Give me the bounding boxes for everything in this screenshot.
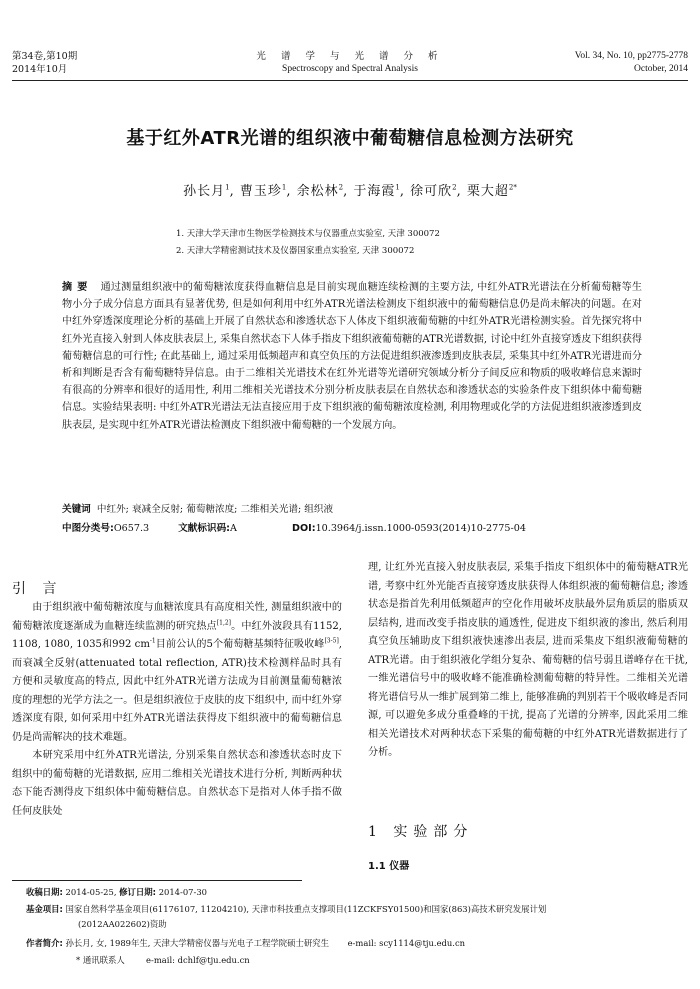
abstract-text: 通过测量组织液中的葡萄糖浓度获得血糖信息是目前实现血糖连续检测的主要方法, 中红外ATR光谱法在分析葡萄糖等生物小分子成分信息方面具有显著优势, 但是如何利用中红外ATR光谱法检测皮下组织液中的葡萄糖信息仍是尚未解决的问题。在对中红外穿透深度理论分析的基础上开展了自然状态和渗透状态下人体皮下组织液葡萄糖的中红外ATR光谱检测实验。首先探究将中红外光直接入射到人体皮肤表层上, 采集自然状态下人体手指皮下组织液葡萄糖的ATR光谱数据, 讨论中红外直接穿透皮下组织获得葡萄糖信息的可行性; 在此基础上, 通过采用低频超声和真空负压的方法促进组织液渗透到皮肤表层, 采集其中红外ATR光谱进而分析和判断是否含有葡萄糖特异信息。由于二维相关光谱技术在红外光谱等光谱研究领域分析分子间反应和物质的吸收峰信息来源时有很高的分辨率和很好的适用性, 利用二维相关光谱技术分别分析皮肤表层在自然状态和渗透状态的实验条件皮下组织体中葡萄糖信息。实验结果表明: 中红外ATR光谱法无法直接应用于皮下组织液的葡萄糖浓度检测, 利用物理或化学的方法促进组织液渗透到皮肤表层, 是实现中红外ATR光谱法检测皮下组织液中葡萄糖的一个发展方向。 bbox=[62, 282, 643, 431]
funding-label: 基金项目: bbox=[26, 904, 63, 914]
citation: [1,2] bbox=[216, 619, 232, 627]
footnote-author bbox=[26, 936, 696, 951]
running-header bbox=[12, 50, 688, 78]
revised-date: 2014-07-30 bbox=[158, 887, 207, 897]
date-cn: 2014年10月 bbox=[12, 64, 68, 75]
affiliation-1: 1. 天津大学天津市生物医学检测技术与仪器重点实验室, 天津 300072 bbox=[176, 229, 440, 239]
author-name: 于海霞 bbox=[353, 184, 396, 199]
author-email: e-mail: scy1114@tju.edu.cn bbox=[347, 938, 466, 948]
date-en: October, 2014 bbox=[634, 64, 688, 74]
abstract-label: 摘要 bbox=[62, 282, 93, 293]
corresponding-email: e-mail: dchlf@tju.edu.cn bbox=[146, 955, 250, 965]
footnote-rule bbox=[12, 880, 302, 881]
keywords bbox=[62, 503, 662, 517]
section-heading-experimental: 1 实验部分 bbox=[368, 824, 474, 840]
text-run: 。中红外波段具有1152, 1108, 1080, 1035和992 cm bbox=[12, 620, 342, 650]
header-right bbox=[575, 50, 688, 76]
author-name: 孙长月 bbox=[183, 184, 226, 199]
revised-label: 修订日期: bbox=[119, 887, 157, 897]
author-affiliation-mark: 2 bbox=[452, 183, 457, 192]
received-date: 2014-05-25, bbox=[65, 887, 117, 897]
journal-name-cn: 光 谱 学 与 光 谱 分 析 bbox=[256, 51, 444, 62]
author-affiliation-mark: 1 bbox=[281, 183, 287, 192]
keywords-label: 关键词 bbox=[62, 504, 91, 515]
funding-line-1: 国家自然科学基金项目(61176107, 11204210), 天津市科技重点支撑项目(11ZCKFSY01500)和国家(863)高技术研究发展计划 bbox=[65, 904, 547, 914]
clc-label: 中图分类号: bbox=[62, 523, 114, 534]
received-label: 收稿日期: bbox=[26, 887, 63, 897]
author-name: 栗大超 bbox=[466, 184, 509, 199]
unit-exponent: -1 bbox=[149, 637, 156, 645]
intro-paragraph-2-continued: 理, 让红外光直接入射皮肤表层, 采集手指皮下组织体中的葡萄糖ATR光谱, 考察中红外光能否直接穿透皮肤获得人体组织液的葡萄糖信息; 渗透状态是指首先利用低频超声的空化作用破坏皮肤最外层角质层的脂质双层结构, 进而改变手指皮肤的通透性, 促进皮下组织液的渗出, 然后利用真空负压辅助皮下组织液快速渗出表层, 进而采集皮下组织液葡萄糖的ATR光谱。由于组织液化学组分复杂、葡萄糖的信号弱且谱峰存在干扰, 一维光谱信号中的吸收峰不能准确检测葡萄糖的特异性。二维相关光谱将光谱信号从一维扩展到第二维上, 能够准确的判别若干个吸收峰是否同源, 可以避免多成分重叠峰的干扰, 提高了光谱的分辨率, 因此采用二维相关光谱技术对两种状态下采集的葡萄糖的中红外ATR光谱数据进行了分析。 bbox=[368, 562, 688, 758]
footnote-corresponding bbox=[76, 953, 700, 968]
text-run: 由于组织液中葡萄糖浓度与血糖浓度具有高度相关性, 测量组织液中的葡萄糖浓度逐渐成为血糖连续监测的研究热点 bbox=[12, 602, 342, 632]
clc-value: O657.3 bbox=[113, 523, 150, 534]
affiliation-2: 2. 天津大学精密测试技术及仪器国家重点实验室, 天津 300072 bbox=[176, 246, 415, 256]
citation: [3-5] bbox=[324, 637, 339, 645]
author-name: 曹玉珍 bbox=[239, 184, 282, 199]
abstract bbox=[62, 279, 642, 434]
doi-value: 10.3964/j.issn.1000-0593(2014)10-2775-04 bbox=[315, 523, 526, 534]
author-affiliation-mark: 2 bbox=[338, 183, 344, 192]
author-name: 余松林 bbox=[296, 184, 339, 199]
right-column bbox=[368, 559, 688, 763]
left-column bbox=[12, 599, 342, 821]
doc-code-label: 文献标识码: bbox=[178, 523, 231, 534]
author-affiliation-mark: 1 bbox=[225, 183, 230, 192]
author-info-label: 作者简介: bbox=[26, 938, 63, 948]
subsection-heading-instruments: 1.1 仪器 bbox=[368, 861, 410, 872]
footnote-dates bbox=[26, 885, 696, 900]
text-run: 目前公认的5个葡萄糖基频特征吸收峰 bbox=[155, 639, 325, 650]
text-run: , 而衰减全反射(attenuated total reflection, ATR)技术检测样品时具有方便和灵敏度高的特点, 因此中红外ATR光谱方法成为目前测量葡萄糖浓度的理想的光学方法之一。但是组织液位于皮肤的皮下组织中, 而中红外穿透深度有限, 如何采用中红外ATR光谱法获得皮下组织液中的葡萄糖信息仍是尚需解决的技术难题。 bbox=[12, 639, 342, 743]
journal-name-en: Spectroscopy and Spectral Analysis bbox=[282, 64, 418, 74]
corresponding-author-label: * 通讯联系人 bbox=[76, 955, 125, 965]
intro-paragraph-1 bbox=[12, 599, 342, 747]
author-affiliation-mark: 1 bbox=[395, 183, 400, 192]
affiliations bbox=[176, 226, 440, 260]
volume-issue-en: Vol. 34, No. 10, pp2775-2778 bbox=[574, 51, 688, 61]
author-name: 徐可欣 bbox=[410, 184, 453, 199]
author-list: 孙长月$^1$, 曹玉珍$^1$, 余松林$^2$, 于海霞$^1$, 徐可欣$^2$, 栗大超$^{2*}$ bbox=[183, 183, 517, 199]
author-info: 孙长月, 女, 1989年生, 天津大学精密仪器与光电子工程学院硕士研究生 bbox=[65, 938, 329, 948]
paper-title: 基于红外ATR光谱的组织液中葡萄糖信息检测方法研究 bbox=[126, 128, 574, 149]
doi-label: DOI: bbox=[292, 523, 316, 534]
author-affiliation-mark: 2* bbox=[508, 183, 517, 192]
intro-paragraph-2: 本研究采用中红外ATR光谱法, 分别采集自然状态和渗透状态时皮下组织中的葡萄糖的光谱数据, 应用二维相关光谱技术进行分析, 判断两种状态下能否测得皮下组织体中葡萄糖信息。自然状态下是指对人体手指不做任何皮肤处 bbox=[12, 750, 342, 817]
funding-line-2: (2012AA022602)资助 bbox=[78, 919, 167, 929]
footnote-funding bbox=[26, 902, 696, 917]
section-heading-introduction: 引 言 bbox=[12, 581, 63, 597]
doc-code-value: A bbox=[230, 523, 237, 534]
keywords-text: 中红外; 衰减全反射; 葡萄糖浓度; 二维相关光谱; 组织液 bbox=[96, 504, 334, 515]
classification-line bbox=[62, 522, 662, 536]
header-rule bbox=[12, 80, 688, 81]
volume-issue-cn: 第34卷,第10期 bbox=[12, 51, 78, 62]
